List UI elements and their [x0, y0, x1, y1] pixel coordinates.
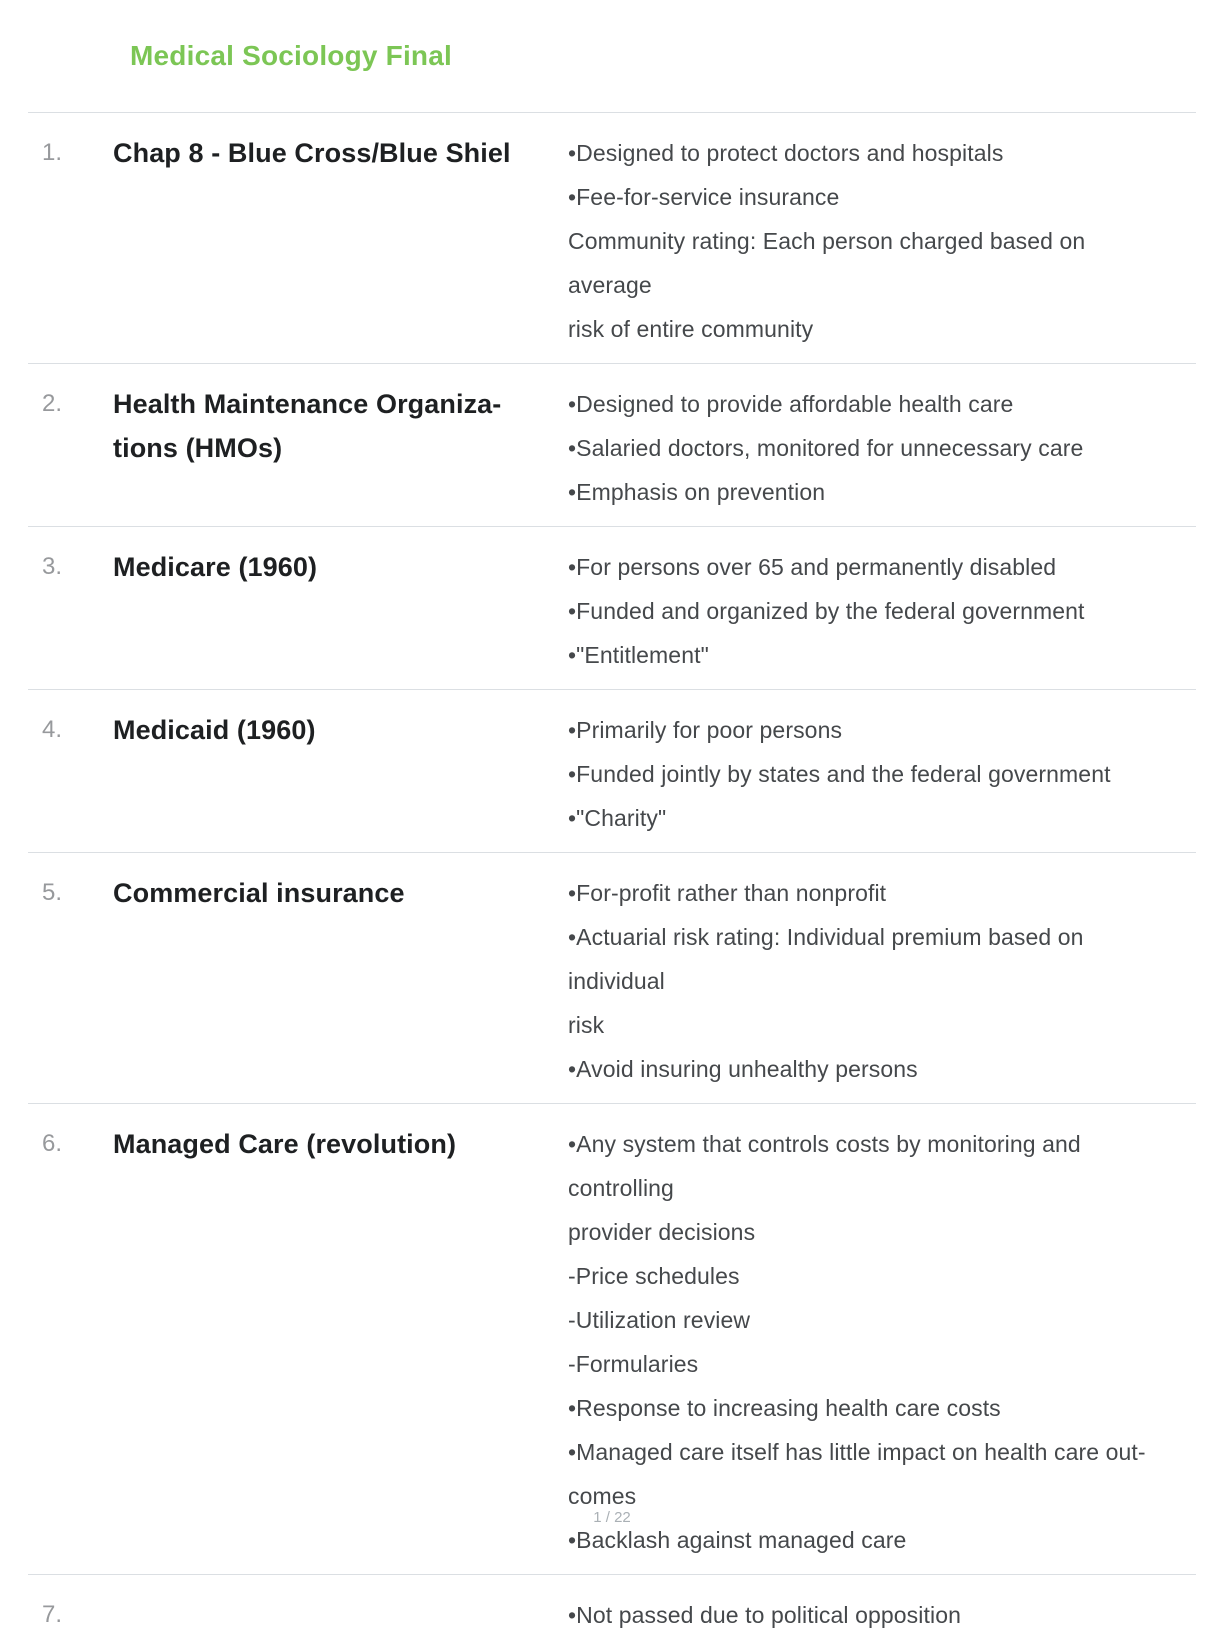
definition-line: •Avoid insuring unhealthy persons	[568, 1056, 918, 1082]
term-line: Medicaid (1960)	[113, 715, 316, 745]
definition-line: •Funded and organized by the federal government	[568, 598, 1085, 624]
document-header	[0, 0, 1224, 112]
definition-line: •Response to increasing health care costs	[568, 1395, 1001, 1421]
flashcard-row	[28, 1574, 1196, 1649]
definition-line: •"Charity"	[568, 805, 667, 831]
definition-line: •Primarily for poor persons	[568, 717, 843, 743]
card-definition	[568, 871, 1168, 1091]
card-definition	[568, 1122, 1168, 1562]
card-number: 2.	[42, 390, 63, 417]
definition-line: •Fee-for-service insurance	[568, 184, 840, 210]
definition-line: •Designed to protect doctors and hospitals	[568, 140, 1004, 166]
card-term	[113, 382, 568, 470]
card-number: 6.	[42, 1130, 63, 1157]
flashcard-row	[28, 363, 1196, 526]
card-term	[113, 1122, 568, 1166]
definition-line: •"Entitlement"	[568, 642, 709, 668]
definition-line: -Price schedules	[568, 1263, 740, 1289]
card-definition	[568, 382, 1168, 514]
card-definition	[568, 1593, 1168, 1637]
definition-line: Community rating: Each person charged based on average	[568, 228, 1086, 298]
definition-line: risk	[568, 1012, 605, 1038]
flashcard-list	[28, 112, 1196, 1649]
card-term	[113, 708, 568, 752]
term-line: Chap 8 - Blue Cross/Blue Shiel	[113, 138, 511, 168]
definition-line: •Actuarial risk rating: Individual premium based on individual	[568, 924, 1084, 994]
term-line: Commercial insurance	[113, 878, 405, 908]
definition-line: •Emphasis on prevention	[568, 479, 826, 505]
definition-line: •Designed to provide affordable health care	[568, 391, 1014, 417]
flashcard-row	[28, 1103, 1196, 1574]
card-term	[113, 545, 568, 589]
definition-line: •Salaried doctors, monitored for unnecessary care	[568, 435, 1084, 461]
flashcard-row	[28, 852, 1196, 1103]
card-number: 7.	[42, 1601, 63, 1628]
term-line: Medicare (1960)	[113, 552, 318, 582]
card-number: 5.	[42, 879, 63, 906]
definition-line: •Any system that controls costs by monitoring and controlling	[568, 1131, 1081, 1201]
term-line: Health Maintenance Organiza-	[113, 389, 502, 419]
page-number-indicator: 1 / 22	[593, 1509, 631, 1526]
card-number: 1.	[42, 139, 63, 166]
card-definition	[568, 708, 1168, 840]
definition-line: -Utilization review	[568, 1307, 751, 1333]
page-title: Medical Sociology Final	[130, 40, 452, 71]
definition-line: •Not passed due to political opposition	[568, 1602, 961, 1628]
card-definition	[568, 131, 1168, 351]
card-term	[113, 131, 568, 175]
flashcard-row	[28, 689, 1196, 852]
card-number: 3.	[42, 553, 63, 580]
flashcard-row	[28, 526, 1196, 689]
definition-line: •Backlash against managed care	[568, 1527, 907, 1553]
definition-line: •For-profit rather than nonprofit	[568, 880, 887, 906]
definition-line: -Formularies	[568, 1351, 699, 1377]
term-line: tions (HMOs)	[113, 433, 283, 463]
definition-line: •Managed care itself has little impact on health care out-	[568, 1439, 1146, 1465]
definition-line: provider decisions	[568, 1219, 756, 1245]
definition-line: comes	[568, 1483, 637, 1509]
term-line: Managed Care (revolution)	[113, 1129, 457, 1159]
card-number: 4.	[42, 716, 63, 743]
definition-line: risk of entire community	[568, 316, 814, 342]
flashcard-row	[28, 112, 1196, 363]
definition-line: •Funded jointly by states and the federal government	[568, 761, 1111, 787]
card-term	[113, 871, 568, 915]
card-definition	[568, 545, 1168, 677]
definition-line: •For persons over 65 and permanently disabled	[568, 554, 1057, 580]
